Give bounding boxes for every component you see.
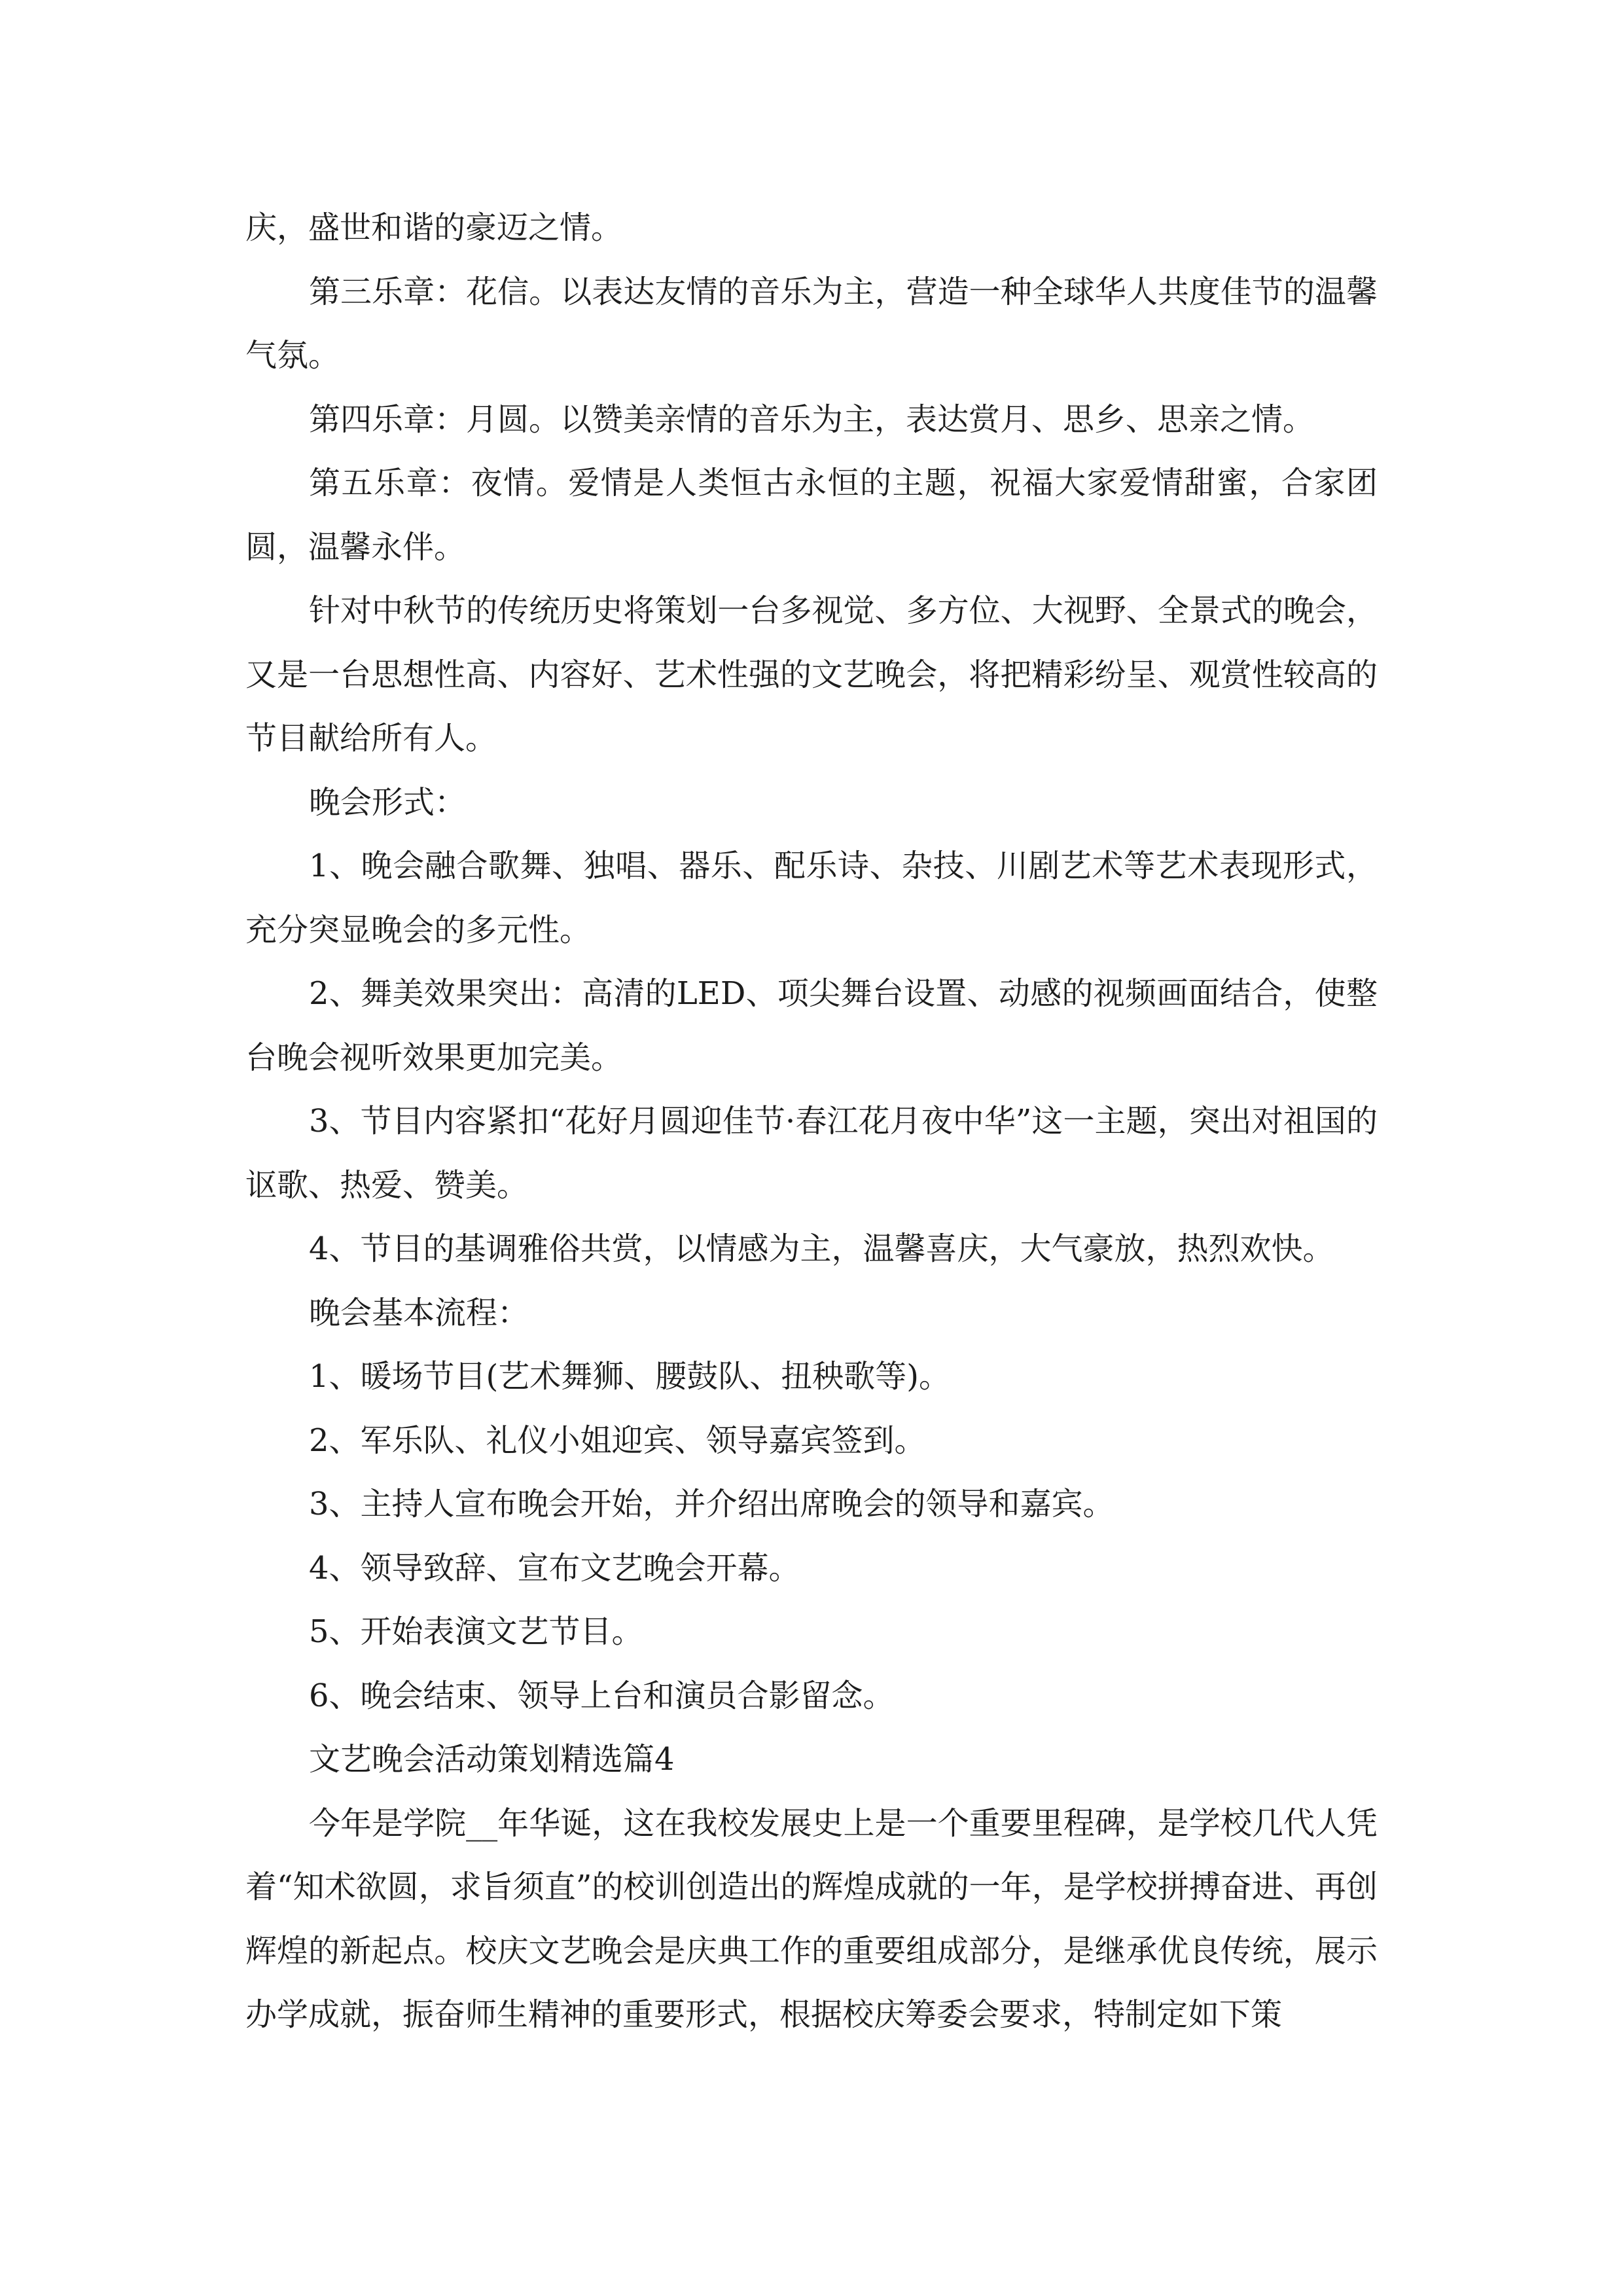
section-heading: 晚会基本流程：: [309, 1294, 529, 1331]
list-item: 4、节目的基调雅俗共赏，以情感为主，温馨喜庆，大气豪放，热烈欢快。: [309, 1230, 1334, 1267]
paragraph: 针对中秋节的传统历史将策划一台多视觉、多方位、大视野、全景式的晚会，又是一台思想性高、内容好、艺术性强的文艺晚会，将把精彩纷呈、观赏性较高的节目献给所有人。: [245, 592, 1378, 757]
document-body: [245, 196, 1378, 2047]
list-item: 6、晚会结束、领导上台和演员合影留念。: [309, 1677, 895, 1714]
list-item: 5、开始表演文艺节目。: [309, 1613, 643, 1650]
paragraph: 第五乐章：夜情。爱情是人类恒古永恒的主题，祝福大家爱情甜蜜，合家团圆，温馨永伴。: [245, 465, 1378, 565]
paragraph: 今年是学院__年华诞，这在我校发展史上是一个重要里程碑，是学校几代人凭着“知术欲圆，求旨须直”的校训创造出的辉煌成就的一年，是学校拼搏奋进、再创辉煌的新起点。校庆文艺晚会是庆典工作的重要组成部分，是继承优良传统，展示办学成就，振奋师生精神的重要形式，根据校庆筹委会要求，特制定如下策: [245, 1804, 1378, 2033]
list-item: 4、领导致辞、宣布文艺晚会开幕。: [309, 1549, 800, 1587]
list-item: 3、节目内容紧扣“花好月圆迎佳节·春江花月夜中华”这一主题，突出对祖国的讴歌、热爱、赞美。: [245, 1103, 1378, 1204]
section-heading: 晚会形式：: [309, 783, 467, 821]
paragraph: 庆，盛世和谐的豪迈之情。: [245, 209, 623, 246]
paragraph: 第四乐章：月圆。以赞美亲情的音乐为主，表达赏月、思乡、思亲之情。: [309, 401, 1315, 438]
list-item: 3、主持人宣布晚会开始，并介绍出席晚会的领导和嘉宾。: [309, 1486, 1115, 1522]
list-item: 2、军乐队、礼仪小姐迎宾、领导嘉宾签到。: [309, 1422, 926, 1459]
list-item: 1、暖场节目(艺术舞狮、腰鼓队、扭秧歌等)。: [309, 1358, 950, 1395]
article-title: 文艺晚会活动策划精选篇4: [309, 1741, 675, 1778]
paragraph: 第三乐章：花信。以表达友情的音乐为主，营造一种全球华人共度佳节的温馨气氛。: [245, 273, 1378, 374]
list-item: 1、晚会融合歌舞、独唱、器乐、配乐诗、杂技、川剧艺术等艺术表现形式，充分突显晚会的多元性。: [245, 848, 1378, 948]
list-item: 2、舞美效果突出：高清的LED、项尖舞台设置、动感的视频画面结合，使整台晚会视听效果更加完美。: [245, 975, 1378, 1076]
